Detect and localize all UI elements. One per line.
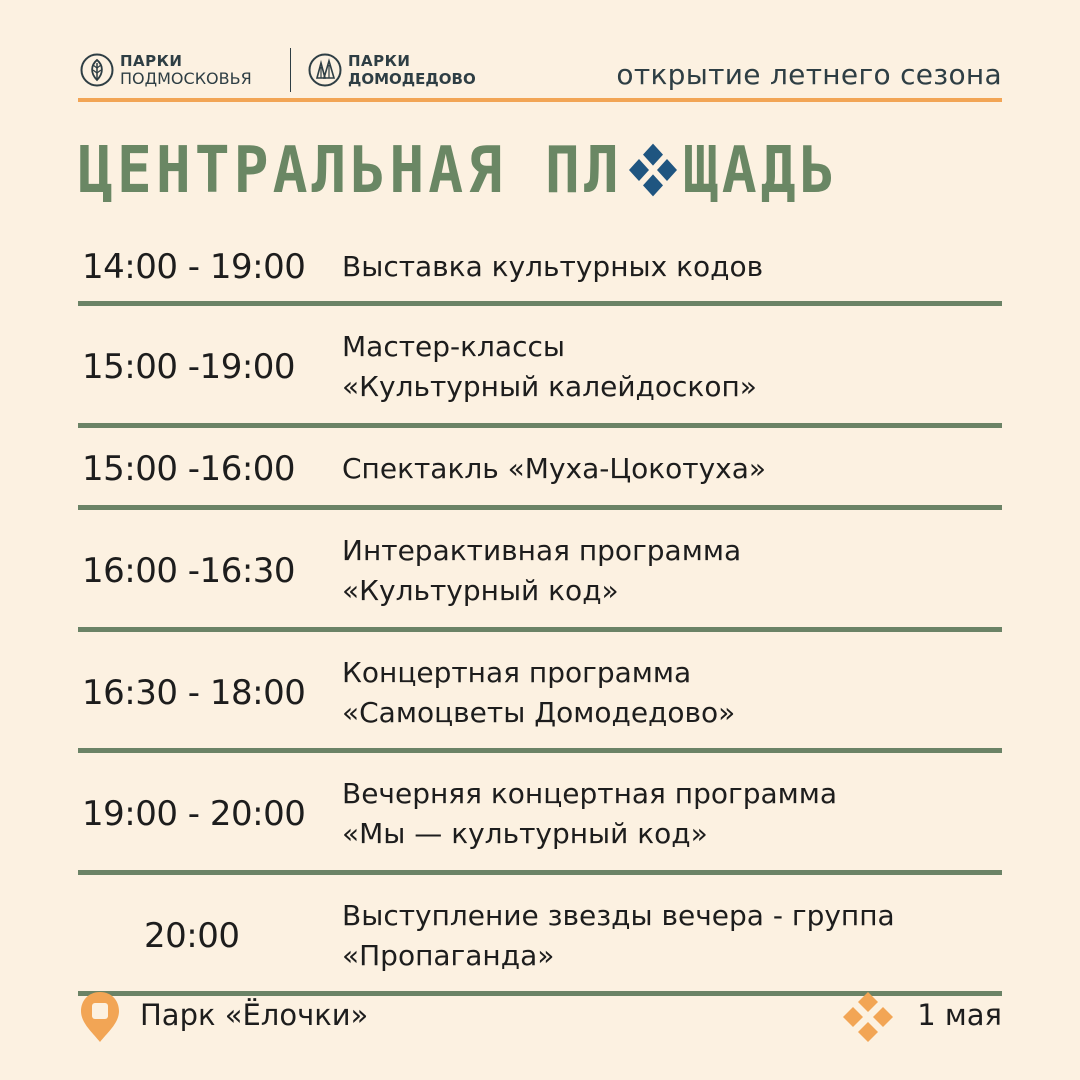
schedule-description [342, 510, 741, 632]
schedule-time: 14:00 - 19:00 [82, 247, 306, 287]
schedule-line: Выставка культурных кодов [342, 250, 764, 283]
schedule-line: «Самоцветы Домодедово» [342, 695, 736, 729]
header-divider [78, 98, 1002, 102]
schedule-time: 16:30 - 18:00 [82, 672, 306, 713]
schedule-description [342, 228, 763, 306]
footer [78, 990, 1002, 1050]
schedule-row [78, 228, 1002, 306]
event-location: Парк «Ёлочки» [140, 998, 369, 1032]
schedule-time: 15:00 -19:00 [82, 347, 296, 387]
schedule-line: Спектакль «Муха-Цокотуха» [342, 452, 767, 485]
logo-parki-domodedovo[interactable] [308, 50, 476, 90]
header-tagline: открытие летнего сезона [616, 58, 1002, 91]
schedule-description [342, 753, 837, 875]
logo2-top-text: ПАРКИ [348, 52, 411, 70]
diamond-ornament-icon [625, 139, 681, 201]
schedule-time: 15:00 -16:00 [82, 449, 296, 489]
schedule-description [342, 875, 895, 996]
logo1-top-text: ПАРКИ [120, 52, 183, 70]
schedule-description [342, 428, 766, 510]
leaf-logo-icon [80, 53, 114, 87]
trees-logo-icon [308, 53, 342, 87]
title-part-2: ЩАДЬ [682, 132, 839, 208]
schedule-row [78, 306, 1002, 428]
location-pin-icon [78, 990, 122, 1044]
schedule-time: 20:00 [144, 915, 240, 956]
schedule-row [78, 753, 1002, 875]
schedule-line: Выступление звезды вечера - группа [342, 898, 895, 932]
schedule-line: Вечерняя концертная программа [342, 777, 838, 810]
schedule-description [342, 306, 757, 428]
logo-divider [290, 48, 291, 92]
page-title [78, 133, 839, 208]
title-part-1: ЦЕНТРАЛЬНАЯ ПЛ [78, 132, 623, 208]
schedule-row [78, 428, 1002, 510]
schedule-line: Концертная программа [342, 655, 692, 689]
schedule-row [78, 875, 1002, 996]
schedule-time: 19:00 - 20:00 [82, 794, 306, 834]
header [78, 44, 1002, 100]
diamond-ornament-icon [840, 990, 896, 1046]
logo2-bottom-text: ДОМОДЕДОВО [348, 70, 476, 88]
schedule-time: 16:00 -16:30 [82, 551, 296, 591]
schedule-row [78, 510, 1002, 632]
schedule-line: «Пропаганда» [342, 938, 555, 972]
event-date: 1 мая [917, 998, 1002, 1032]
schedule-row [78, 632, 1002, 753]
schedule-line: Мастер-классы [342, 330, 565, 363]
schedule-list [78, 228, 1002, 996]
schedule-line: Интерактивная программа [342, 534, 742, 567]
logo-parki-podmoskovya[interactable] [80, 50, 252, 90]
schedule-line: «Культурный калейдоскоп» [342, 370, 757, 403]
schedule-description [342, 632, 735, 753]
logo1-bottom-text: ПОДМОСКОВЬЯ [120, 69, 252, 88]
schedule-line: «Культурный код» [342, 574, 619, 607]
schedule-line: «Мы — культурный код» [342, 817, 708, 850]
